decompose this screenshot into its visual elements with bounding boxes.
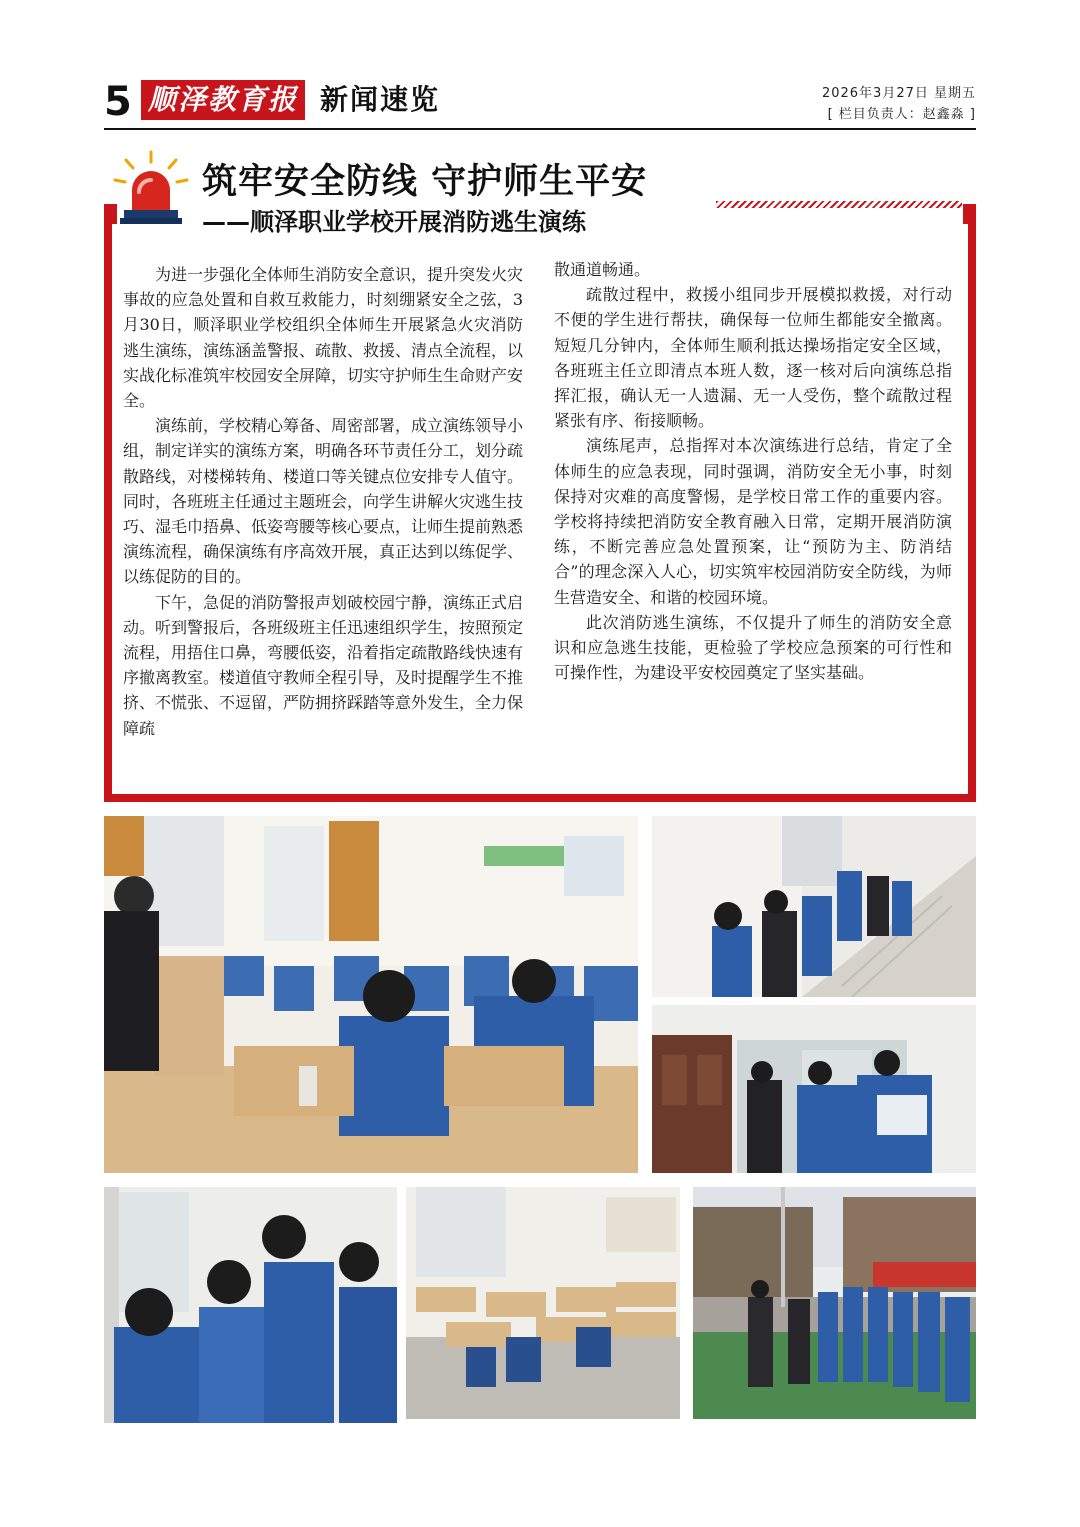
paragraph: 此次消防逃生演练，不仅提升了师生的消防安全意识和应急逃生技能，更检验了学校应急预案的可行性和可操作性，为建设平安校园奠定了坚实基础。	[554, 612, 952, 683]
fire-alarm-siren-icon	[112, 150, 190, 226]
stairwell-photo	[652, 816, 976, 997]
article-column-right	[554, 257, 952, 685]
playground-assembly-photo	[693, 1187, 976, 1419]
paragraph: 疏散过程中，救援小组同步开展模拟救援，对行动不便的学生进行帮扶，确保每一位师生都能安全撤离。短短几分钟内，全体师生顺利抵达操场指定安全区域，各班班主任立即清点本班人数，逐一核对后向演练总指挥汇报，确认无一人遗漏、无一人受伤，整个疏散过程紧张有序、衔接顺畅。	[554, 285, 952, 431]
frame-corner-right	[963, 204, 976, 224]
section-title: 新闻速览	[320, 83, 441, 116]
students-covering-noses-photo	[104, 1187, 397, 1423]
newspaper-masthead: 顺泽教育报	[141, 80, 305, 120]
column-editor: [ 栏目负责人：赵鑫淼 ]	[827, 107, 976, 122]
article-column-left	[123, 262, 523, 741]
issue-date: 2026年3月27日 星期五	[821, 86, 976, 101]
classroom-crouching-photo	[406, 1187, 680, 1419]
paragraph: 为进一步强化全体师生消防安全意识，提升突发火灾事故的应急处置和自救互救能力，时刻绷紧安全之弦，3月30日，顺泽职业学校组织全体师生开展紧急火灾消防逃生演练，演练涵盖警报、疏散、救援、清点全流程，以实战化标准筑牢校园安全屏障，切实守护师生生命财产安全。	[123, 265, 524, 411]
decorative-hatch-line	[716, 201, 962, 208]
paragraph-continuation: 散通道畅通。	[554, 260, 651, 279]
classroom-photo	[104, 816, 638, 1173]
article-subheadline: ——顺泽职业学校开展消防逃生演练	[202, 208, 586, 236]
page-number: 5	[104, 79, 132, 125]
article-headline: 筑牢安全防线 守护师生平安	[202, 162, 648, 202]
paragraph: 演练尾声，总指挥对本次演练进行总结，肯定了全体师生的应急表现，同时强调，消防安全无小事，时刻保持对灾难的高度警惕，是学校日常工作的重要内容。学校将持续把消防安全教育融入日常，定期开展消防演练，不断完善应急处置预案，让“预防为主、防消结合”的理念深入人心，切实筑牢校园消防安全防线，为师生营造安全、和谐的校园环境。	[554, 436, 952, 607]
paragraph: 下午，急促的消防警报声划破校园宁静，演练正式启动。听到警报后，各班级班主任迅速组织学生，按照预定流程，用捂住口鼻，弯腰低姿，沿着指定疏散路线快速有序撤离教室。楼道值守教师全程引导，及时提醒学生不推挤、不慌张、不逗留，严防拥挤踩踏等意外发生，全力保障疏	[123, 592, 524, 738]
header-divider	[104, 128, 976, 130]
doorway-rescue-photo	[652, 1005, 976, 1173]
paragraph: 演练前，学校精心筹备、周密部署，成立演练领导小组，制定详实的演练方案，明确各环节责任分工，划分疏散路线，对楼梯转角、楼道口等关键点位安排专人值守。同时，各班班主任通过主题班会，向学生讲解火灾逃生技巧、湿毛巾捂鼻、低姿弯腰等核心要点，让师生提前熟悉演练流程，确保演练有序高效开展，真正达到以练促学、以练促防的目的。	[123, 416, 524, 587]
